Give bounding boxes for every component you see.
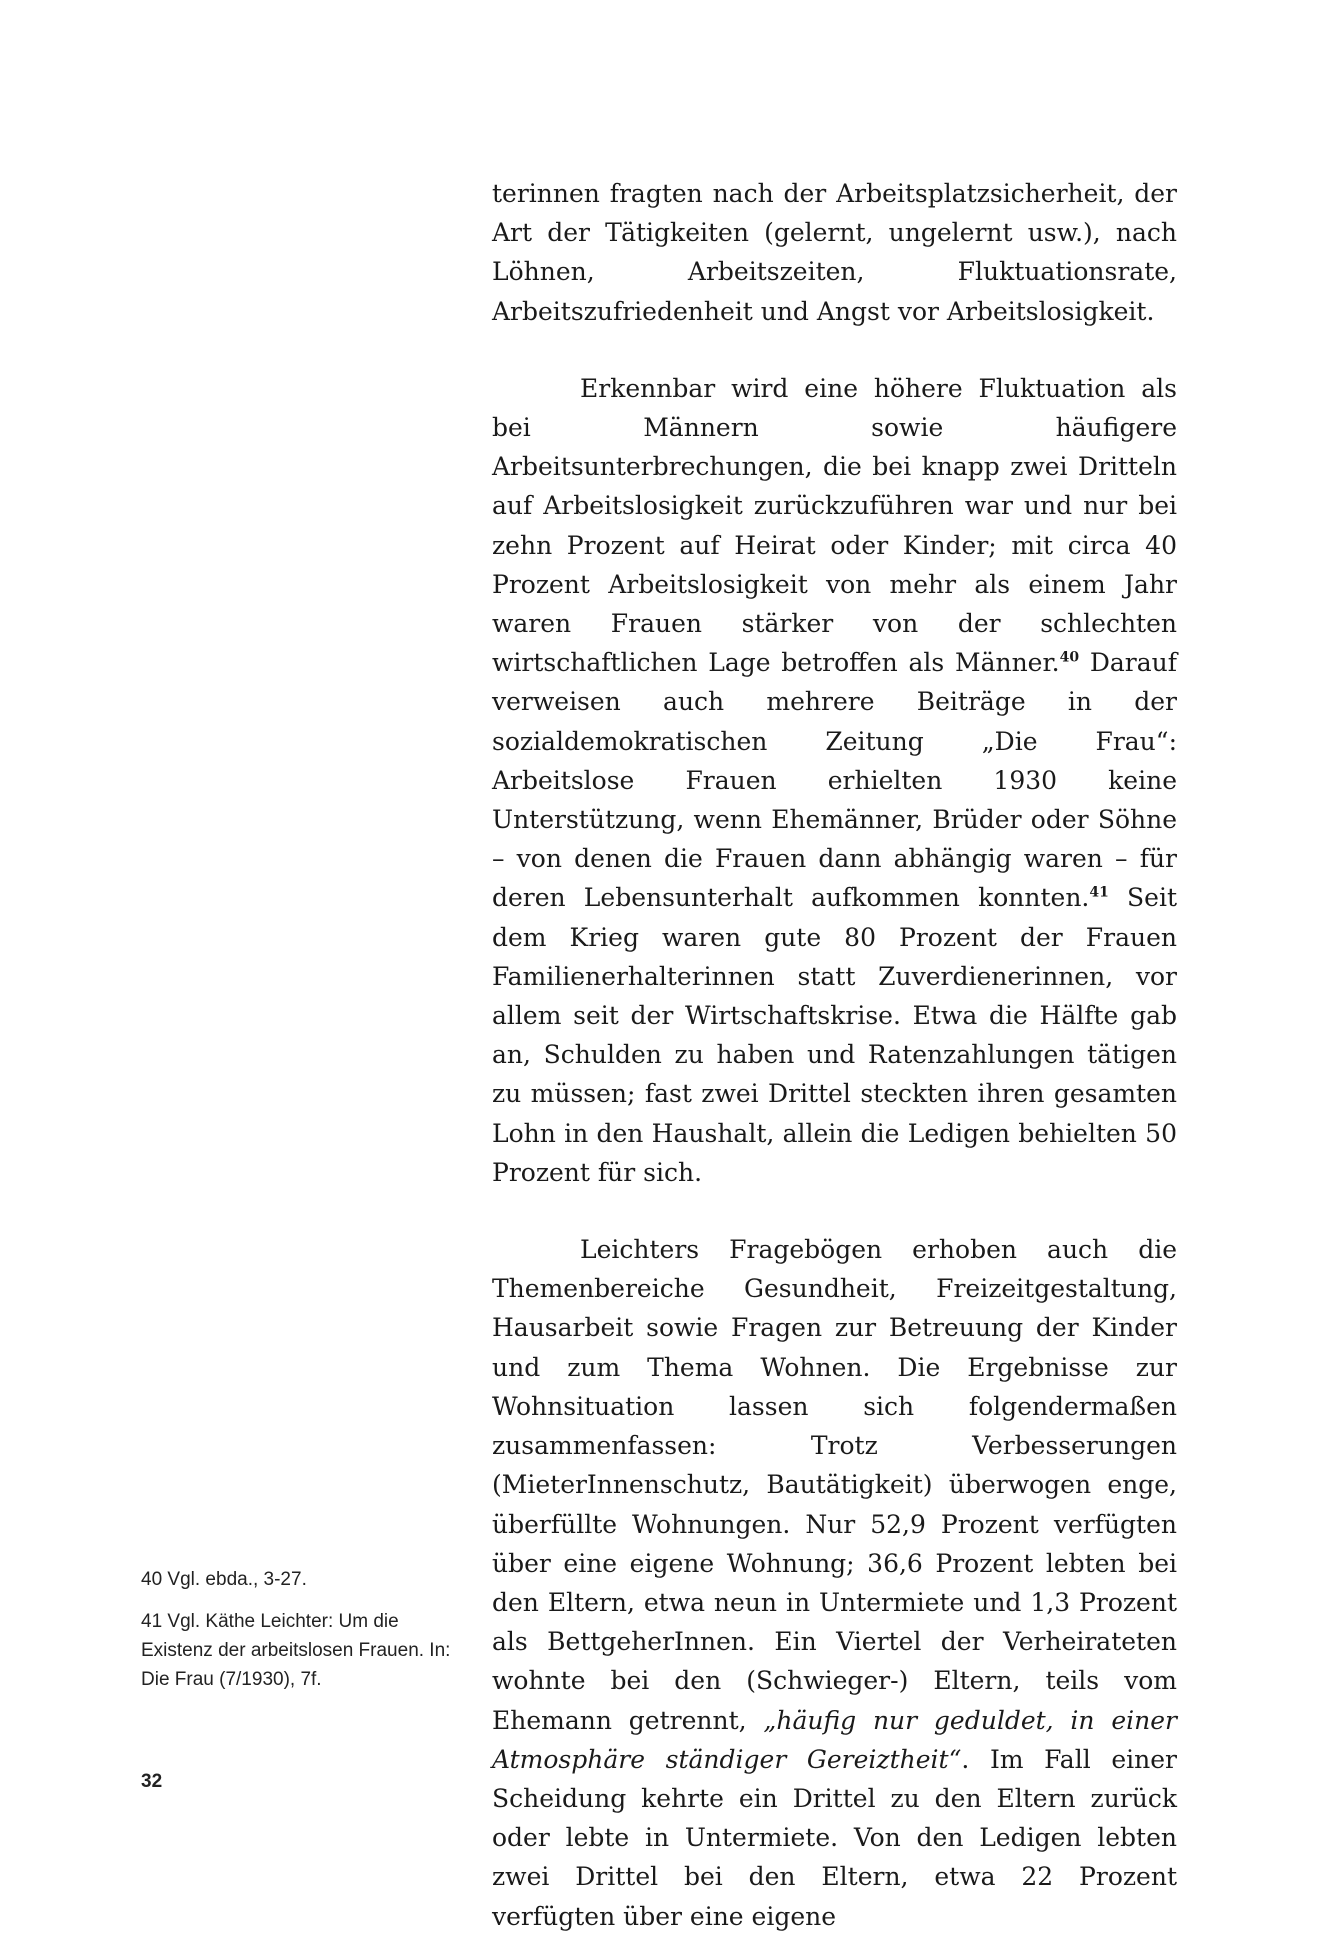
paragraph-2-text-a: Erkennbar wird eine höhere Fluktuation als bei Männern sowie häufigere Arbeitsunterbrechungen, die bei knapp zwei Dritteln auf Arbeitslosigkeit zurückzuführen war und nur bei zehn Prozent auf Heirat oder Kinder; mit circa 40 Prozent Arbeitslosigkeit von mehr als einem Jahr waren Frauen stärker von der schlechten wirtschaftlichen Lage betroffen als Männer. [492,373,1177,678]
footnote-41: 41 Vgl. Käthe Leichter: Um die Existenz der arbeitslosen Frauen. In: Die Frau (7/1930), 7f. [141,1611,451,1690]
quotation: „häufig nur geduldet, in einer Atmosphäre ständiger Gereiztheit“ [492,1705,1177,1774]
main-text-column [492,174,1177,1936]
footnote-ref-41[interactable]: 41 [1089,885,1109,902]
paragraph-2-text-b: Darauf verweisen auch mehrere Beiträge in der sozialdemokratischen Zeitung „Die Frau“: Arbeitslose Frauen erhielten 1930 keine Unterstützung, wenn Ehemänner, Brüder oder Söhne – von denen die Frauen dann abhängig waren – für deren Lebensunterhalt aufkommen konnten. [492,648,1177,913]
body-paragraph-3 [492,1230,1177,1936]
paragraph-2-text-c: Seit dem Krieg waren gute 80 Prozent der Frauen Familienerhalterinnen statt Zuverdienerinnen, vor allem seit der Wirtschaftskrise. Etwa die Hälfte gab an, Schulden zu haben und Ratenzahlungen tätigen zu müssen; fast zwei Drittel steckten ihren gesamten Lohn in den Haushalt, allein die Ledigen behielten 50 Prozent für sich. [492,883,1177,1187]
paragraph-3-text-b: . Im Fall einer Scheidung kehrte ein Drittel zu den Eltern zurück oder lebte in Untermiete. Von den Ledigen lebten zwei Drittel bei den Eltern, etwa 22 Prozent verfügten über eine eigene [492,1744,1177,1931]
body-paragraph-1: terinnen fragten nach der Arbeitsplatzsicherheit, der Art der Tätigkeiten (gelernt, ungelernt usw.), nach Löhnen, Arbeitszeiten, Fluktuationsrate, Arbeitszufriedenheit und Angst vor Arbeitslosigkeit. [492,179,1177,326]
footnote-ref-40[interactable]: 40 [1059,649,1080,666]
footnote-40: 40 Vgl. ebda., 3-27. [141,1569,307,1590]
footnotes [141,1565,456,1707]
page-number: 32 [141,1771,163,1792]
body-paragraph-2 [492,369,1177,1192]
paragraph-3-text-a: Leichters Fragebögen erhoben auch die Themenbereiche Gesundheit, Freizeitgestaltung, Hausarbeit sowie Fragen zur Betreuung der Kinder und zum Thema Wohnen. Die Ergebnisse zur Wohnsituation lassen sich folgendermaßen zusammenfassen: Trotz Verbesserungen (MieterInnenschutz, Bautätigkeit) überwogen enge, überfüllte Wohnungen. Nur 52,9 Prozent verfügten über eine eigene Wohnung; 36,6 Prozent lebten bei den Eltern, etwa neun in Untermiete und 1,3 Prozent als BettgeherInnen. Ein Viertel der Verheirateten wohnte bei den (Schwieger-) Eltern, teils vom Ehemann getrennt, [492,1235,1177,1735]
